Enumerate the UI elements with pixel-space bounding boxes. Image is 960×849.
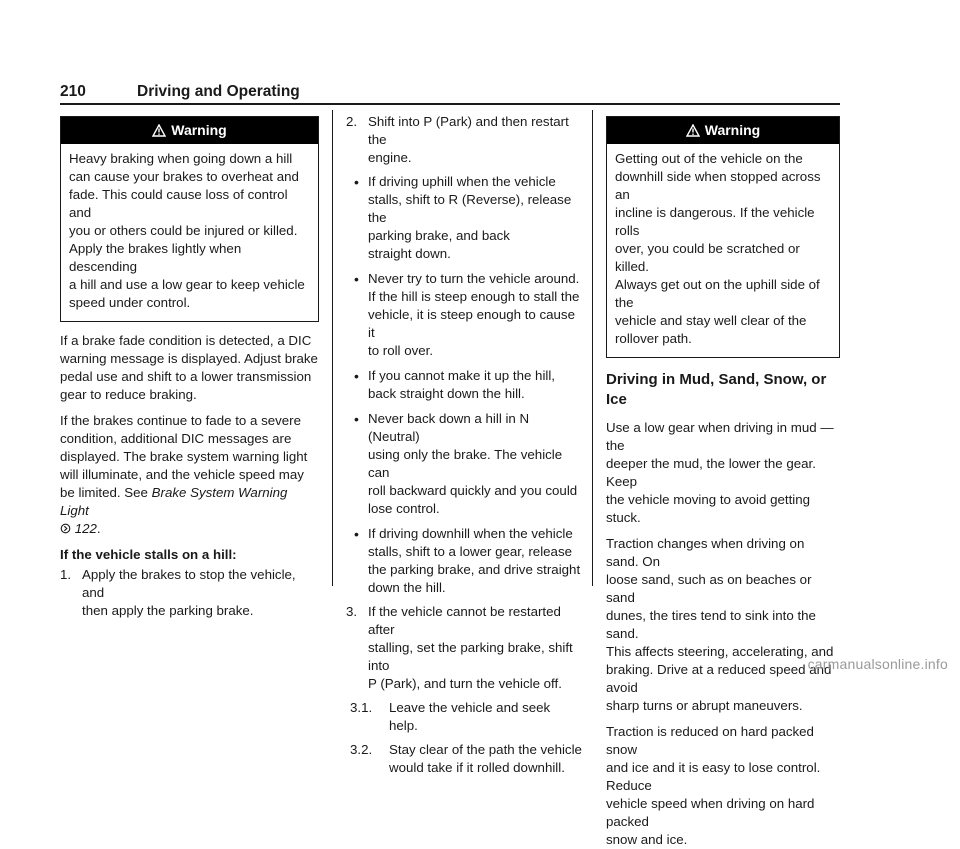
- warning-line: fade. This could cause loss of control and: [69, 187, 288, 220]
- text-line: back straight down the hill.: [368, 386, 525, 401]
- text-line: [60, 484, 319, 520]
- substep-3-1: [346, 699, 582, 735]
- text-line: then apply the parking brake.: [82, 603, 254, 618]
- text-line: sharp turns or abrupt maneuvers.: [606, 698, 803, 713]
- warning-box: [60, 116, 319, 322]
- text-line: engine.: [368, 150, 412, 165]
- warning-line: incline is dangerous. If the vehicle rolls: [615, 205, 815, 238]
- header-rule: [60, 103, 840, 105]
- text-line: This affects steering, accelerating, and: [606, 644, 834, 659]
- text-line: the vehicle moving to avoid getting stuck.: [606, 492, 811, 525]
- step-number: 2.: [346, 114, 358, 129]
- warning-line: Always get out on the uphill side of the: [615, 277, 820, 310]
- warning-body: [61, 144, 318, 321]
- text-line: Traction is reduced on hard packed snow: [606, 724, 814, 757]
- watermark: carmanualsonline.info: [807, 656, 948, 672]
- section-heading: Driving in Mud, Sand, Snow, or Ice: [606, 371, 827, 408]
- bullet-icon: •: [354, 526, 359, 542]
- warning-line: speed under control.: [69, 295, 191, 310]
- step-number: 3.: [346, 604, 358, 619]
- brake-fade-paragraph: [60, 332, 319, 404]
- text-line: Apply the brakes to stop the vehicle, and: [82, 567, 296, 600]
- bullet-item: [346, 173, 582, 263]
- text-line: deeper the mud, the lower the gear. Keep: [606, 456, 816, 489]
- text-line: stalls, shift to R (Reverse), release the: [368, 192, 572, 225]
- substep-number: 3.1.: [350, 700, 373, 715]
- text-line: and ice and it is easy to lose control. Reduce: [606, 760, 821, 793]
- column-3: [606, 116, 840, 849]
- mud-paragraph: [606, 419, 840, 527]
- warning-title: Warning: [171, 122, 227, 138]
- page-header: [60, 83, 840, 105]
- text-line: P (Park), and turn the vehicle off.: [368, 676, 562, 691]
- text-line: If driving uphill when the vehicle: [368, 174, 556, 189]
- text-line: vehicle speed when driving on hard packed: [606, 796, 815, 829]
- stall-heading: If the vehicle stalls on a hill:: [60, 547, 237, 562]
- step-3: [346, 603, 582, 693]
- text-line: stalls, shift to a lower gear, release: [368, 544, 572, 559]
- snow-ice-paragraph: [606, 723, 840, 849]
- text-line: to roll over.: [368, 343, 434, 358]
- page-number: 210: [60, 83, 86, 100]
- warning-line: downhill side when stopped across an: [615, 169, 821, 202]
- text-line: If you cannot make it up the hill,: [368, 368, 556, 383]
- text-line: straight down.: [368, 246, 451, 261]
- text-line: stalling, set the parking brake, shift into: [368, 640, 573, 673]
- text-line: Never back down a hill in N (Neutral): [368, 411, 530, 444]
- text-line: If the hill is steep enough to stall the: [368, 289, 580, 304]
- bullet-item: [346, 525, 582, 597]
- warning-triangle-icon: [686, 124, 700, 137]
- text-line: Traction changes when driving on sand. On: [606, 536, 805, 569]
- text-line: vehicle, it is steep enough to cause it: [368, 307, 575, 340]
- text-line: braking. Drive at a reduced speed and avoid: [606, 662, 832, 695]
- bullet-item: [346, 270, 582, 360]
- warning-line: a hill and use a low gear to keep vehicle: [69, 277, 305, 292]
- bullet-icon: •: [354, 411, 359, 427]
- page-reference-number: 122: [74, 521, 97, 536]
- text-line: will illuminate, and the vehicle speed may: [60, 467, 304, 482]
- bullet-icon: •: [354, 174, 359, 190]
- warning-line: vehicle and stay well clear of the: [615, 313, 807, 328]
- step-number: 1.: [60, 567, 72, 582]
- warning-line: can cause your brakes to overheat and: [69, 169, 299, 184]
- text-line: down the hill.: [368, 580, 446, 595]
- text-line: condition, additional DIC messages are: [60, 431, 292, 446]
- text-line: If a brake fade condition is detected, a DIC: [60, 333, 312, 348]
- warning-header: [607, 117, 839, 144]
- text-line: parking brake, and back: [368, 228, 510, 243]
- bullet-icon: •: [354, 368, 359, 384]
- column-2: [346, 113, 582, 777]
- warning-box: [606, 116, 840, 358]
- text-fragment: be limited. See: [60, 485, 152, 500]
- text-fragment: .: [96, 521, 101, 536]
- substep-number: 3.2.: [350, 742, 373, 757]
- text-line: would take if it rolled downhill.: [389, 760, 565, 775]
- bullet-item: [346, 410, 582, 518]
- text-line: Never try to turn the vehicle around.: [368, 271, 580, 286]
- cross-reference-link[interactable]: Brake System Warning Light: [60, 485, 288, 518]
- bullet-icon: •: [354, 271, 359, 287]
- page-reference[interactable]: [60, 520, 319, 538]
- warning-title: Warning: [704, 122, 761, 138]
- section-title: Driving and Operating: [137, 83, 300, 100]
- text-line: roll backward quickly and you could: [368, 483, 578, 498]
- warning-triangle-icon: [152, 124, 166, 137]
- brake-warning-paragraph: [60, 412, 319, 538]
- warning-line: over, you could be scratched or killed.: [615, 241, 800, 274]
- text-line: If the brakes continue to fade to a severe: [60, 413, 301, 428]
- text-line: snow and ice.: [606, 832, 688, 847]
- text-line: pedal use and shift to a lower transmission: [60, 369, 312, 384]
- bullet-item: [346, 367, 582, 403]
- warning-line: Getting out of the vehicle on the: [615, 151, 803, 166]
- text-line: loose sand, such as on beaches or sand: [606, 572, 812, 605]
- column-divider-1: [332, 110, 333, 586]
- warning-line: Heavy braking when going down a hill: [69, 151, 293, 166]
- text-line: Use a low gear when driving in mud — the: [606, 420, 834, 453]
- page-reference-icon: [60, 523, 71, 534]
- text-line: Leave the vehicle and seek help.: [389, 700, 551, 733]
- warning-line: rollover path.: [615, 331, 692, 346]
- step-2: [346, 113, 582, 167]
- text-line: If driving downhill when the vehicle: [368, 526, 573, 541]
- text-line: the parking brake, and drive straight: [368, 562, 581, 577]
- step-1: [60, 566, 319, 620]
- text-line: warning message is displayed. Adjust brake: [60, 351, 318, 366]
- text-line: using only the brake. The vehicle can: [368, 447, 563, 480]
- sand-paragraph: [606, 535, 840, 715]
- warning-body: [607, 144, 839, 357]
- text-line: dunes, the tires tend to sink into the sand.: [606, 608, 816, 641]
- text-line: gear to reduce braking.: [60, 387, 197, 402]
- column-divider-2: [592, 110, 593, 586]
- text-line: lose control.: [368, 501, 440, 516]
- text-line: Stay clear of the path the vehicle: [389, 742, 582, 757]
- warning-line: you or others could be injured or killed.: [69, 223, 298, 238]
- warning-header: [61, 117, 318, 144]
- warning-line: Apply the brakes lightly when descending: [69, 241, 242, 274]
- column-1: [60, 116, 319, 620]
- text-line: Shift into P (Park) and then restart the: [368, 114, 569, 147]
- text-line: If the vehicle cannot be restarted after: [368, 604, 561, 637]
- substep-3-2: [346, 741, 582, 777]
- text-line: displayed. The brake system warning light: [60, 449, 308, 464]
